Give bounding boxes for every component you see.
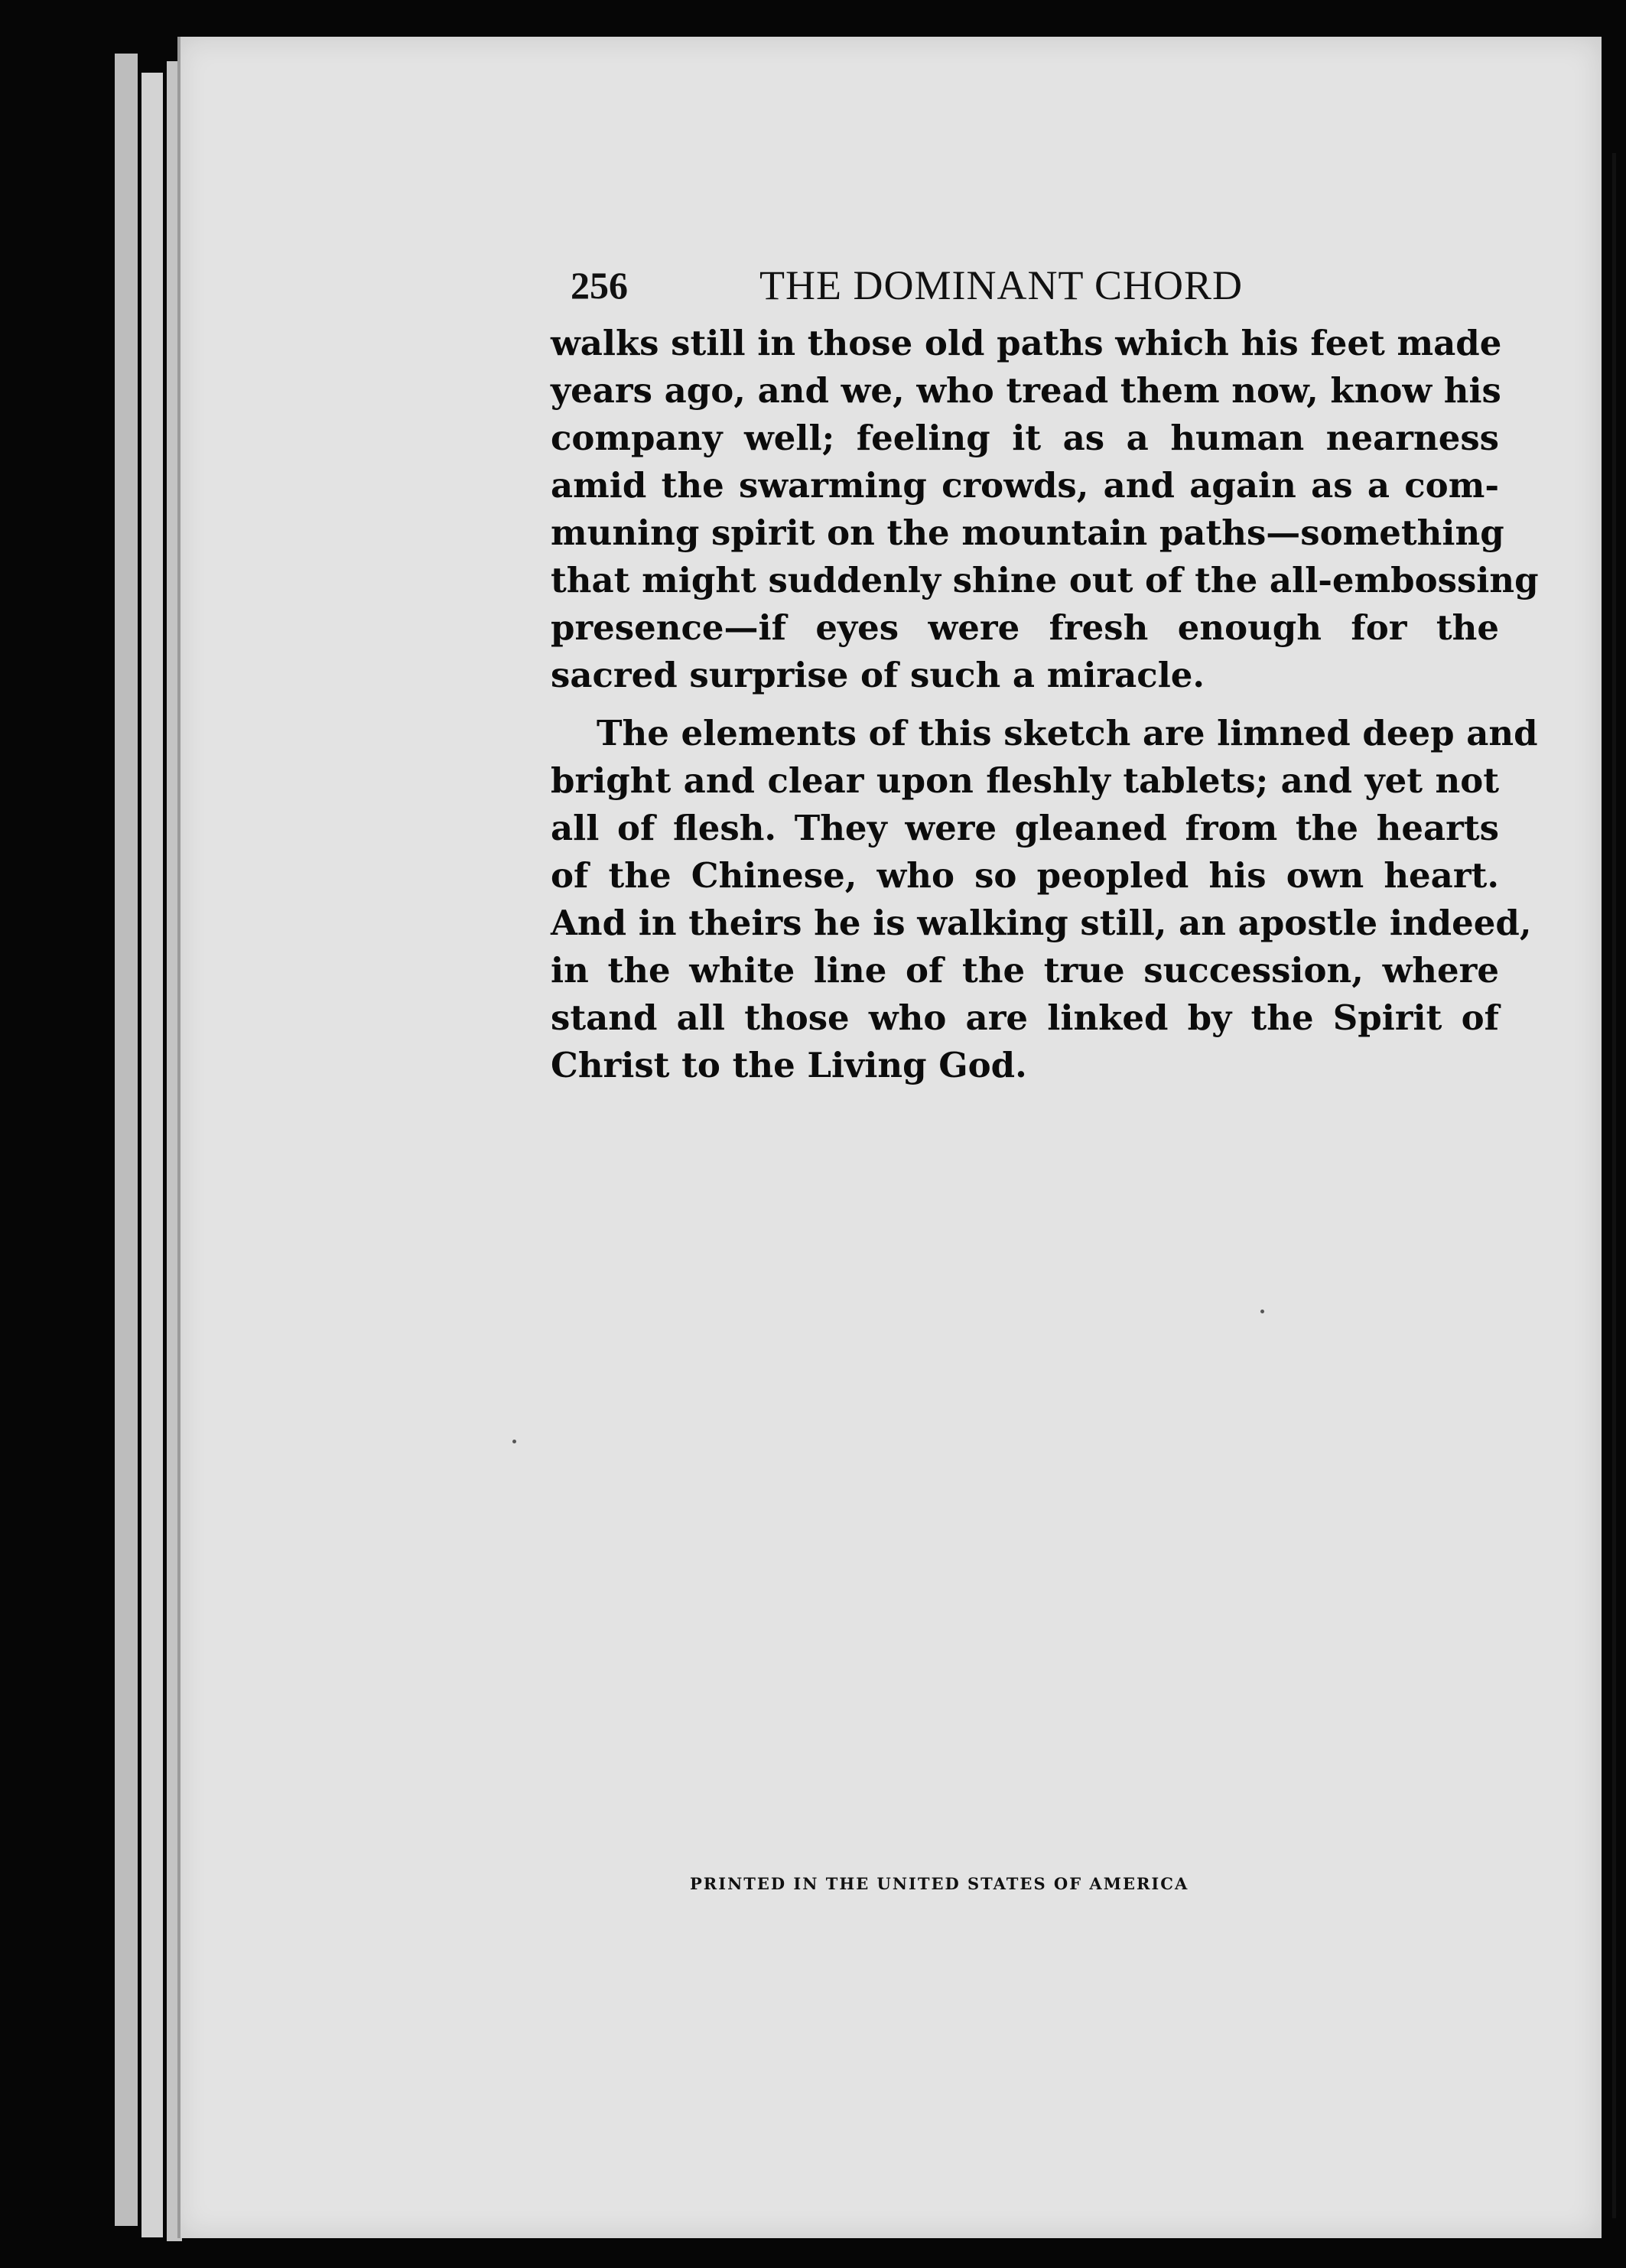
page-edge bbox=[141, 73, 163, 2237]
text-line: that might suddenly shine out of the all-embossing bbox=[551, 560, 1539, 600]
dust-speck bbox=[512, 1440, 516, 1443]
printer-imprint: PRINTED IN THE UNITED STATES OF AMERICA bbox=[690, 1874, 1189, 1893]
page-right-edge bbox=[1612, 153, 1616, 2218]
page-number: 256 bbox=[571, 264, 628, 307]
running-head bbox=[571, 259, 1543, 312]
text-line: sacred surprise of such a miracle. bbox=[551, 655, 1205, 695]
text-line: amid the swarming crowds, and again as a com- bbox=[551, 465, 1499, 506]
text-line: presence—if eyes were fresh enough for the bbox=[551, 607, 1499, 648]
text-line: all of flesh. They were gleaned from the hearts bbox=[551, 808, 1499, 848]
running-title: THE DOMINANT CHORD bbox=[759, 262, 1243, 308]
text-line: bright and clear upon fleshly tablets; and yet not bbox=[551, 760, 1499, 801]
text-line: The elements of this sketch are limned deep and bbox=[597, 713, 1538, 753]
paragraph-2 bbox=[551, 710, 1538, 1089]
text-line: stand all those who are linked by the Spirit of bbox=[551, 997, 1499, 1038]
text-line: of the Chinese, who so peopled his own heart. bbox=[551, 855, 1499, 896]
paragraph-gap bbox=[551, 699, 1499, 710]
text-line: company well; feeling it as a human nearness bbox=[551, 418, 1499, 458]
text-line: Christ to the Living God. bbox=[551, 1045, 1027, 1085]
page-margin-rule bbox=[177, 37, 180, 2238]
paragraph-1 bbox=[551, 320, 1539, 699]
text-line: walks still in those old paths which his feet made bbox=[551, 323, 1502, 363]
body-text bbox=[551, 320, 1539, 1089]
dust-speck bbox=[1260, 1310, 1264, 1313]
text-line: And in theirs he is walking still, an apostle indeed, bbox=[551, 903, 1532, 943]
text-line: muning spirit on the mountain paths—something bbox=[551, 512, 1504, 553]
text-line: in the white line of the true succession, where bbox=[551, 950, 1499, 991]
page-edge bbox=[115, 54, 138, 2226]
text-line: years ago, and we, who tread them now, know his bbox=[551, 370, 1501, 411]
